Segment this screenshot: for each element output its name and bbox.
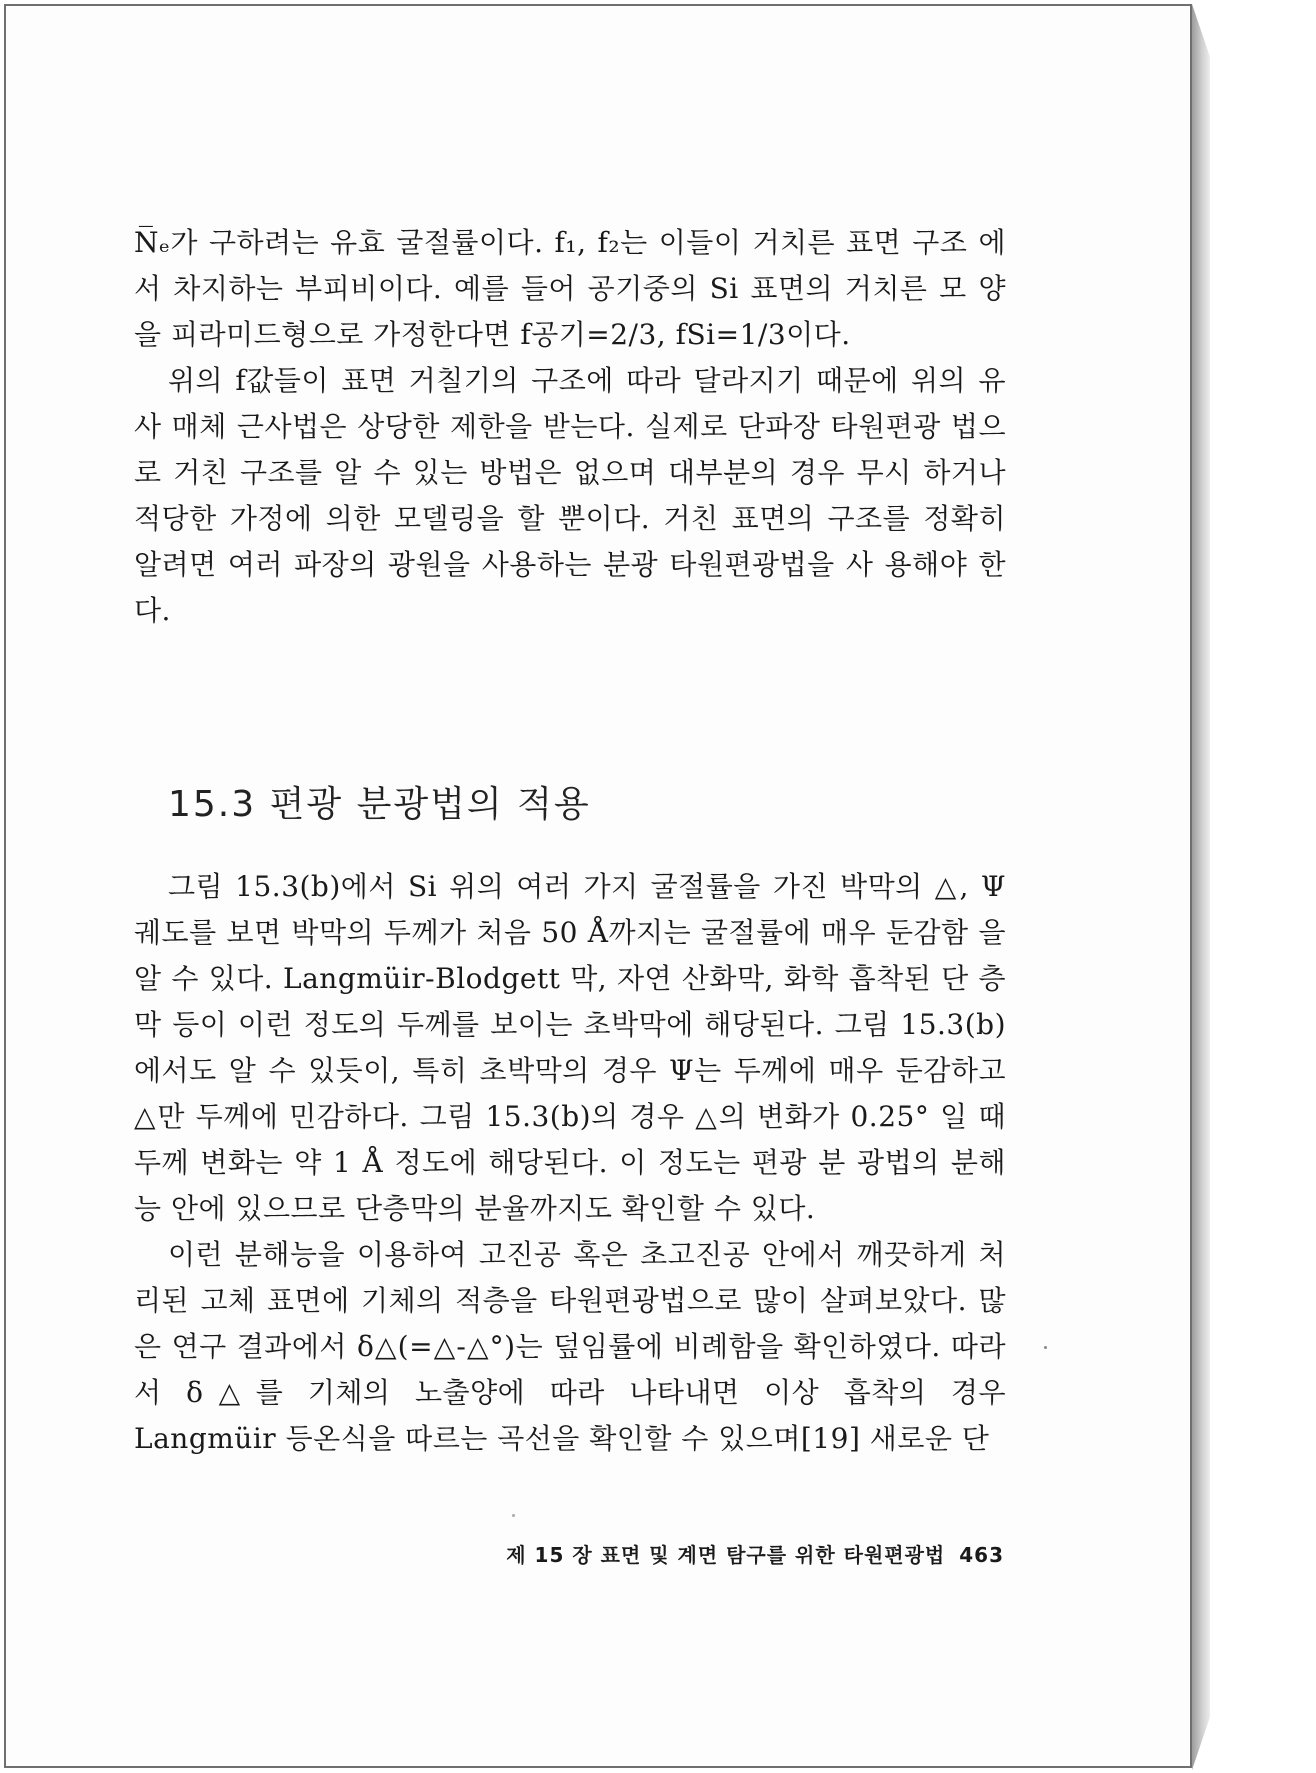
line: 광법의 분해능 안에 있으므로 단층막의 분율까지도 확인할 수 있다.: [134, 1146, 1006, 1225]
line: 을 알 수 있다. Langmüir-Blodgett 막, 자연 산화막, 화학 흡착된 단: [134, 916, 1006, 995]
line: 궤도를 보면 박막의 두께가 처음 50 Å까지는 굴절률에 매우 둔감함: [134, 916, 969, 949]
paragraph-1: [134, 220, 1006, 358]
line: 15.3(b)에서도 알 수 있듯이, 특히 초박막의 경우 Ψ는 두께에 매우: [134, 1008, 1006, 1087]
paragraph-4: [134, 1232, 1006, 1462]
line: 층막 등이 이런 정도의 두께를 보이는 초박막에 해당된다. 그림: [134, 962, 1007, 1041]
page-edge: [1192, 4, 1210, 1770]
line: 유사 매체 근사법은 상당한 제한을 받는다. 실제로 단파장 타원편광: [134, 364, 1006, 443]
line: 에서 차지하는 부피비이다. 예를 들어 공기중의 Si 표면의 거치른 모: [134, 226, 1007, 305]
line: 법으로 거친 구조를 알 수 있는 방법은 없으며 대부분의 경우 무시: [134, 410, 1006, 489]
line: 0.25° 일 때 두께 변화는 약 1 Å 정도에 해당된다. 이 정도는 편광 분: [134, 1100, 1006, 1179]
running-footer: [444, 1539, 1004, 1568]
section-heading: 15.3 편광 분광법의 적용: [168, 783, 591, 825]
line: 하거나 적당한 가정에 의한 모델링을 할 뿐이다. 거친 표면의 구조를: [134, 456, 1006, 535]
line: 이런 분해능을 이용하여 고진공 혹은 초고진공 안에서 깨끗하게: [168, 1238, 967, 1271]
line: Langmüir 등온식을 따르는 곡선을 확인할 수 있으며[19] 새로운 단: [134, 1422, 990, 1455]
line: 용해야 한다.: [134, 548, 1006, 627]
paragraph-3: [134, 864, 1006, 1232]
line: 위의 f값들이 표면 거칠기의 구조에 따라 달라지기 때문에 위의: [168, 364, 967, 397]
line: 많은 연구 결과에서 δ△(=△-△°)는 덮임률에 비례함을 확인하였다.: [134, 1284, 1006, 1363]
line: 양을 피라미드형으로 가정한다면 f공기=2/3, fSi=1/3이다.: [134, 272, 1007, 351]
paragraph-2: [134, 358, 1006, 634]
line: N̅ₑ가 구하려는 유효 굴절률이다. f₁, f₂는 이들이 거치른 표면 구조: [134, 226, 968, 259]
text-block-2: [134, 864, 1006, 1462]
chapter-title: 제 15 장 표면 및 계면 탐구를 위한 타원편광법: [506, 1543, 946, 1567]
line: 둔감하고 △만 두께에 민감하다. 그림 15.3(b)의 경우 △의 변화가: [134, 1054, 1006, 1133]
line: 따라서 δ△를 기체의 노출양에 따라 나타내면 이상 흡착의 경우: [134, 1330, 1006, 1409]
text-block-1: [134, 220, 1006, 634]
scan-speck: [512, 1514, 515, 1517]
scan-speck: [1044, 1346, 1047, 1349]
line: 처리된 고체 표면에 기체의 적층을 타원편광법으로 많이 살펴보았다.: [134, 1238, 1006, 1317]
line: 그림 15.3(b)에서 Si 위의 여러 가지 굴절률을 가진 박막의 △, Ψ: [168, 870, 1006, 903]
line: 정확히 알려면 여러 파장의 광원을 사용하는 분광 타원편광법을 사: [134, 502, 1006, 581]
page-number: 463: [959, 1543, 1004, 1567]
